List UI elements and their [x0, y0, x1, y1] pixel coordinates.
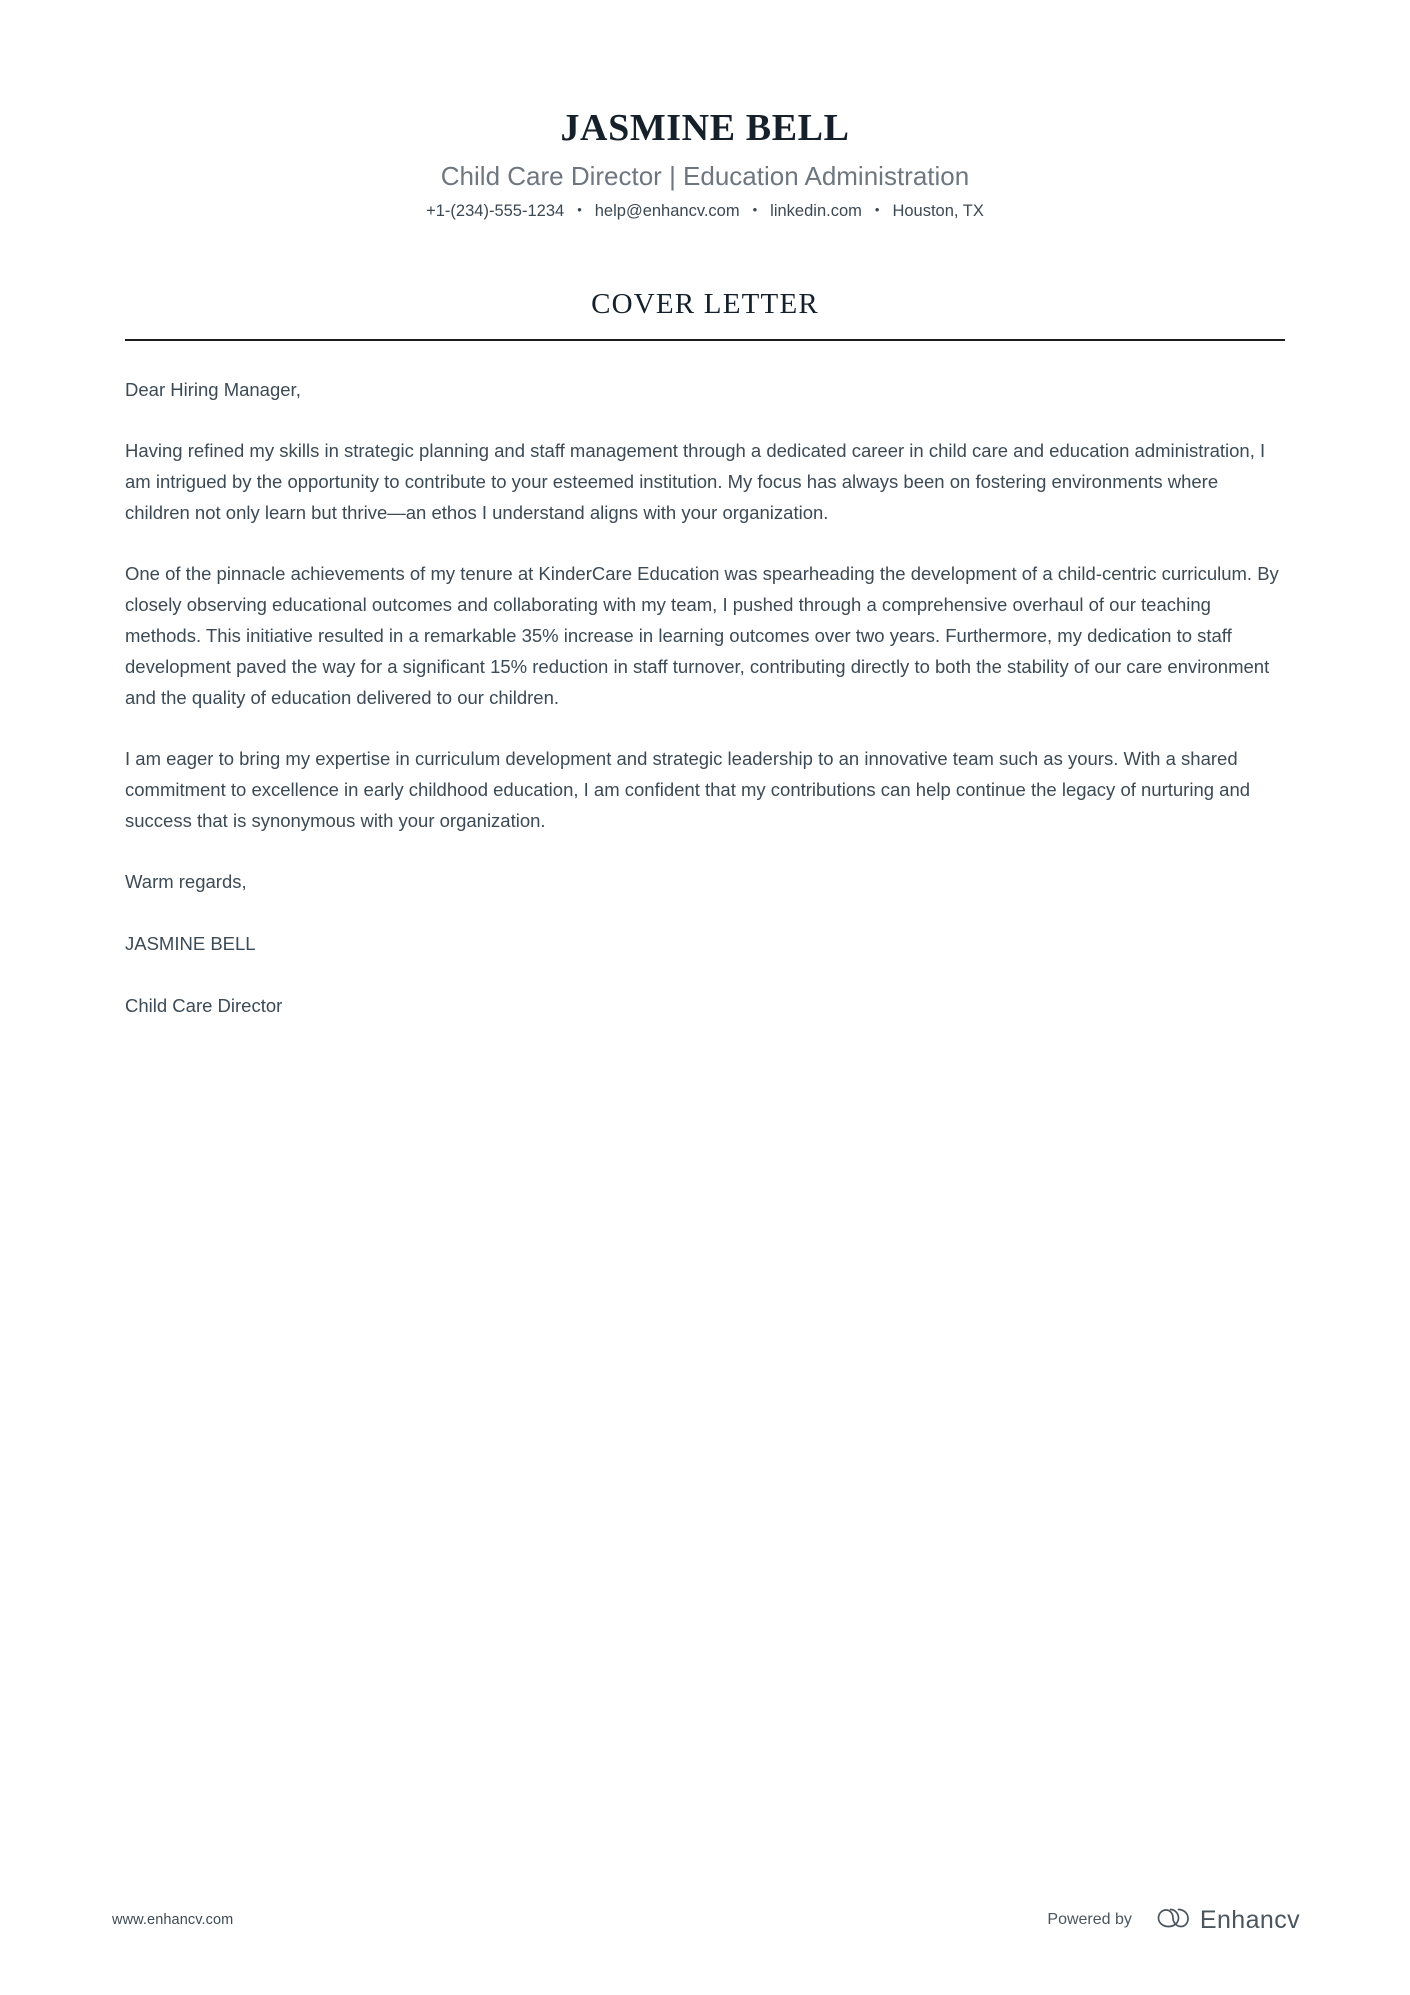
footer-branding: [1047, 1905, 1300, 1936]
salutation: Dear Hiring Manager,: [125, 379, 301, 401]
contact-separator-icon: •: [577, 202, 582, 218]
enhancv-logo-lockup[interactable]: [1148, 1905, 1300, 1936]
letter-body: [0, 374, 1410, 1021]
contact-separator-icon: •: [752, 202, 758, 218]
contact-linkedin[interactable]: linkedin.com: [770, 202, 862, 221]
contact-phone[interactable]: +1-(234)-555-1234: [426, 202, 565, 221]
contact-email[interactable]: help@enhancv.com: [594, 202, 740, 221]
enhancv-wordmark: Enhancv: [1199, 1905, 1300, 1934]
letter-paragraph: Having refined my skills in strategic planning and staff management through a dedicated career in child care and education administration, I am intrigued by the opportunity to contribute to your esteemed institution. My focus has always been on fostering environments where children not only learn but thrive—an ethos I understand aligns with your organization.: [125, 440, 1266, 524]
contact-location: Houston, TX: [892, 202, 984, 221]
letter-paragraph: One of the pinnacle achievements of my tenure at KinderCare Education was spearheading the development of a child-centric curriculum. By closely observing educational outcomes and collaborating with my team, I pushed through a comprehensive overhaul of our teaching methods. This initiative resulted in a remarkable 35% increase in learning outcomes over two years. Furthermore, my dedication to staff development paved the way for a significant 15% reduction in staff turnover, contributing directly to both the stability of our care environment and the quality of education delivered to our children.: [125, 563, 1279, 709]
contact-line: [0, 200, 1410, 223]
candidate-job-title: Child Care Director | Education Administration: [440, 160, 970, 191]
sign-off-block: [125, 866, 1285, 1021]
letter-header: [0, 0, 1410, 223]
footer-website-url[interactable]: www.enhancv.com: [112, 1912, 234, 1928]
section-title: COVER LETTER: [591, 288, 819, 321]
enhancv-mark-icon: [1148, 1905, 1190, 1936]
page-footer: [0, 1845, 1410, 1995]
page-title: JASMINE BELL: [560, 107, 850, 149]
closing-phrase: Warm regards,: [125, 871, 247, 893]
powered-by-label: Powered by: [1047, 1911, 1132, 1928]
section-header: [0, 287, 1410, 341]
signature-title: Child Care Director: [125, 995, 283, 1017]
contact-separator-icon: •: [874, 202, 880, 218]
letter-paragraph: I am eager to bring my expertise in curriculum development and strategic leadership to an innovative team such as yours. With a shared commitment to excellence in early childhood education, I am confident that my contributions can help continue the legacy of nurturing and success that is synonymous with your organization.: [125, 748, 1251, 832]
signature-name: JASMINE BELL: [125, 933, 256, 955]
section-divider: [125, 339, 1285, 341]
